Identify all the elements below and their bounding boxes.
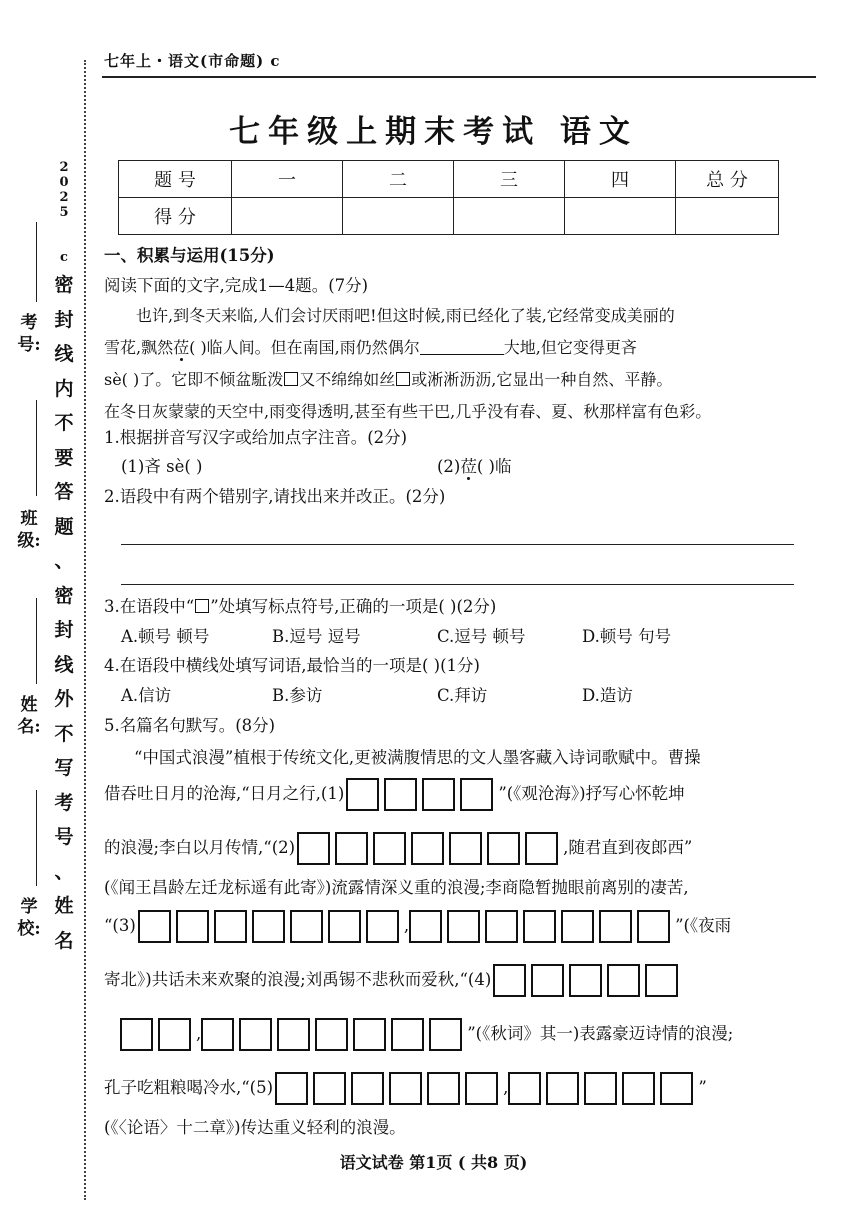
answer-box[interactable]: [297, 832, 330, 865]
seal-char: 要: [54, 446, 74, 469]
answer-box[interactable]: [460, 778, 493, 811]
passage-line: 在冬日灰蒙蒙的天空中,雨变得透明,甚至有些干巴,几乎没有春、夏、秋那样富有色彩。: [104, 402, 712, 421]
dictation-block: [104, 740, 796, 1140]
exam-number-label: 考号:: [17, 313, 41, 355]
question-1-item-a: (1)吝 sè( ): [121, 457, 203, 476]
answer-box[interactable]: [353, 1018, 386, 1051]
answer-box[interactable]: [645, 964, 678, 997]
score-cell[interactable]: [232, 198, 343, 235]
score-table: [118, 160, 779, 235]
version-text: c: [60, 250, 68, 265]
answer-box[interactable]: [373, 832, 406, 865]
answer-box-group: [275, 1072, 503, 1105]
dictation-line: “中国式浪漫”植根于传统文化,更被满腹情思的文人墨客藏入诗词歌赋中。曹操: [134, 748, 701, 767]
dictation-line: 寄北》)共话未来欢聚的浪漫;刘禹锡不悲秋而爱秋,“(4): [104, 962, 683, 998]
question-4-stem: 4.在语段中横线处填写词语,最恰当的一项是( )(1分): [104, 656, 480, 675]
answer-box[interactable]: [427, 1072, 460, 1105]
answer-box[interactable]: [120, 1018, 153, 1051]
answer-box-group: [201, 1018, 467, 1051]
answer-box[interactable]: [660, 1072, 693, 1105]
question-5-stem: 5.名篇名句默写。(8分): [104, 716, 276, 735]
answer-box[interactable]: [525, 832, 558, 865]
table-header-cell: 四: [565, 161, 676, 198]
answer-box[interactable]: [290, 910, 323, 943]
answer-box[interactable]: [584, 1072, 617, 1105]
answer-box[interactable]: [599, 910, 632, 943]
seal-char: 不: [54, 722, 74, 745]
dictation-line: , ”(《秋词》其一)表露豪迈诗情的浪漫;: [120, 1016, 733, 1052]
seal-char: 线: [54, 343, 74, 365]
answer-box[interactable]: [429, 1018, 462, 1051]
answer-box[interactable]: [508, 1072, 541, 1105]
answer-box[interactable]: [409, 910, 442, 943]
answer-box[interactable]: [252, 910, 285, 943]
answer-box[interactable]: [389, 1072, 422, 1105]
seal-char: 考: [54, 791, 74, 814]
seal-char: 、: [54, 860, 74, 883]
exam-title: 七年级上期末考试 语文: [229, 114, 638, 150]
answer-box[interactable]: [546, 1072, 579, 1105]
running-title: 七年上・语文(市命题) c: [104, 52, 281, 70]
answer-box[interactable]: [637, 910, 670, 943]
seal-char: 封: [54, 619, 74, 641]
answer-box[interactable]: [487, 832, 520, 865]
table-header-cell: 总 分: [676, 161, 779, 198]
answer-box[interactable]: [391, 1018, 424, 1051]
answer-box-group: [508, 1072, 698, 1105]
answer-box[interactable]: [485, 910, 518, 943]
answer-box[interactable]: [422, 778, 455, 811]
passage-line: sè( )了。它即不倾盆駈泼 又不绵绵如丝 或淅淅沥沥,它显出一种自然、平静。: [104, 370, 673, 389]
seal-char: 题: [54, 515, 74, 538]
dotted-char: 莅: [460, 457, 477, 476]
passage-line: 雪花,飘然莅( )临人间。但在南国,雨仍然偶尔 大地,但它变得更吝: [104, 338, 637, 357]
score-row-label: 得 分: [119, 198, 232, 235]
option-d[interactable]: D.造访: [582, 686, 633, 705]
answer-box[interactable]: [449, 832, 482, 865]
dictation-line: (《〈论语〉十二章》)传达重义轻利的浪漫。: [104, 1118, 406, 1137]
answer-box[interactable]: [384, 778, 417, 811]
dictation-line: 的浪漫;李白以月传情,“(2) ,随君直到夜郎西”: [104, 830, 692, 866]
question-1-item-b: (2)莅( )临: [437, 457, 512, 476]
answer-box-group: [493, 964, 683, 997]
question-3-stem: 3.在语段中“ ”处填写标点符号,正确的一项是( )(2分): [104, 597, 497, 616]
seal-dashed-line: [84, 60, 86, 1200]
year-text: 2025: [59, 160, 69, 220]
seal-text: [53, 268, 75, 958]
punctuation-box[interactable]: [284, 372, 298, 386]
answer-box[interactable]: [328, 910, 361, 943]
seal-char: 写: [54, 757, 74, 779]
seal-char: 线: [54, 653, 74, 676]
passage-line: 也许,到冬天来临,人们会讨厌雨吧!但这时候,雨已经化了装,它经常变成美丽的: [136, 306, 675, 325]
seal-char: 名: [54, 929, 74, 952]
option-a[interactable]: A.信访: [121, 686, 172, 705]
page-footer: 语文试卷 第1页 ( 共8 页): [339, 1153, 528, 1172]
seal-char: 密: [54, 274, 74, 296]
name-line[interactable]: [36, 598, 37, 684]
school-label: 学校:: [17, 897, 41, 939]
year-vertical: [57, 160, 71, 265]
answer-box[interactable]: [176, 910, 209, 943]
class-line[interactable]: [36, 400, 37, 496]
answer-box[interactable]: [351, 1072, 384, 1105]
answer-box[interactable]: [622, 1072, 655, 1105]
score-table-header-row: [119, 161, 779, 198]
dictation-line: (《闻王昌龄左迁龙标遥有此寄》)流露情深义重的浪漫;李商隐暂抛眼前离别的凄苦,: [104, 878, 689, 897]
binding-margin: [0, 0, 100, 1226]
question-1-stem: 1.根据拼音写汉字或给加点字注音。(2分): [104, 428, 408, 447]
answer-box[interactable]: [201, 1018, 234, 1051]
answer-box-group: [346, 778, 498, 811]
dictation-line: “(3) , ”(《夜雨: [104, 908, 731, 944]
reading-passage: [104, 300, 796, 428]
answer-box[interactable]: [523, 910, 556, 943]
table-header-cell: 三: [454, 161, 565, 198]
punctuation-box[interactable]: [396, 372, 410, 386]
dictation-line: 借吞吐日月的沧海,“日月之行,(1) ”(《观沧海》)抒写心怀乾坤: [104, 776, 685, 812]
answer-box-group: [120, 1018, 196, 1051]
seal-char: 姓: [54, 895, 74, 917]
option-c[interactable]: C.拜访: [437, 686, 488, 705]
table-header-cell: 一: [232, 161, 343, 198]
option-c[interactable]: C.逗号 顿号: [437, 627, 526, 646]
answer-line[interactable]: [121, 584, 794, 585]
dictation-line: 孔子吃粗粮喝冷水,“(5) , ”: [104, 1070, 707, 1106]
score-table-score-row: [119, 198, 779, 235]
answer-box[interactable]: [366, 910, 399, 943]
answer-box-group: [297, 832, 563, 865]
fill-blank-line[interactable]: [420, 338, 504, 355]
answer-box[interactable]: [315, 1018, 348, 1051]
answer-box[interactable]: [607, 964, 640, 997]
dotted-char: 莅: [173, 338, 190, 357]
seal-char: 封: [54, 308, 74, 331]
exam-number-line[interactable]: [36, 222, 37, 302]
answer-box[interactable]: [447, 910, 480, 943]
question-2-stem: 2.语段中有两个错别字,请找出来并改正。(2分): [104, 487, 446, 506]
section-heading: 一、积累与运用(15分): [104, 246, 275, 265]
reading-intro: 阅读下面的文字,完成1—4题。(7分): [104, 276, 369, 295]
answer-box[interactable]: [158, 1018, 191, 1051]
seal-char: 答: [54, 481, 74, 503]
option-b[interactable]: B.参访: [272, 686, 323, 705]
header-rule: [102, 76, 816, 78]
answer-box[interactable]: [239, 1018, 272, 1051]
answer-box[interactable]: [569, 964, 602, 997]
seal-char: 外: [54, 688, 74, 710]
class-label: 班级:: [17, 509, 41, 551]
score-cell[interactable]: [454, 198, 565, 235]
answer-box[interactable]: [275, 1072, 308, 1105]
answer-box-group: [409, 910, 675, 943]
table-header-cell: 二: [343, 161, 454, 198]
seal-char: 不: [54, 412, 74, 434]
answer-box[interactable]: [214, 910, 247, 943]
answer-box[interactable]: [138, 910, 171, 943]
score-cell[interactable]: [343, 198, 454, 235]
seal-char: 号: [54, 826, 74, 848]
answer-box[interactable]: [493, 964, 526, 997]
answer-box-group: [138, 910, 404, 943]
school-line[interactable]: [36, 790, 37, 886]
option-d[interactable]: D.顿号 句号: [582, 627, 672, 646]
option-a[interactable]: A.顿号 顿号: [121, 627, 210, 646]
name-label: 姓名:: [17, 695, 41, 737]
score-cell[interactable]: [565, 198, 676, 235]
seal-char: 、: [54, 550, 74, 572]
answer-box[interactable]: [313, 1072, 346, 1105]
option-b[interactable]: B.逗号 逗号: [272, 627, 361, 646]
seal-char: 内: [54, 377, 74, 400]
seal-char: 密: [54, 584, 74, 607]
answer-line[interactable]: [121, 544, 794, 545]
answer-box[interactable]: [277, 1018, 310, 1051]
answer-box[interactable]: [531, 964, 564, 997]
answer-box[interactable]: [465, 1072, 498, 1105]
answer-box[interactable]: [561, 910, 594, 943]
answer-box[interactable]: [346, 778, 379, 811]
punctuation-box-sample: [195, 599, 209, 613]
table-header-cell: 题 号: [119, 161, 232, 198]
answer-box[interactable]: [411, 832, 444, 865]
score-cell[interactable]: [676, 198, 779, 235]
answer-box[interactable]: [335, 832, 368, 865]
